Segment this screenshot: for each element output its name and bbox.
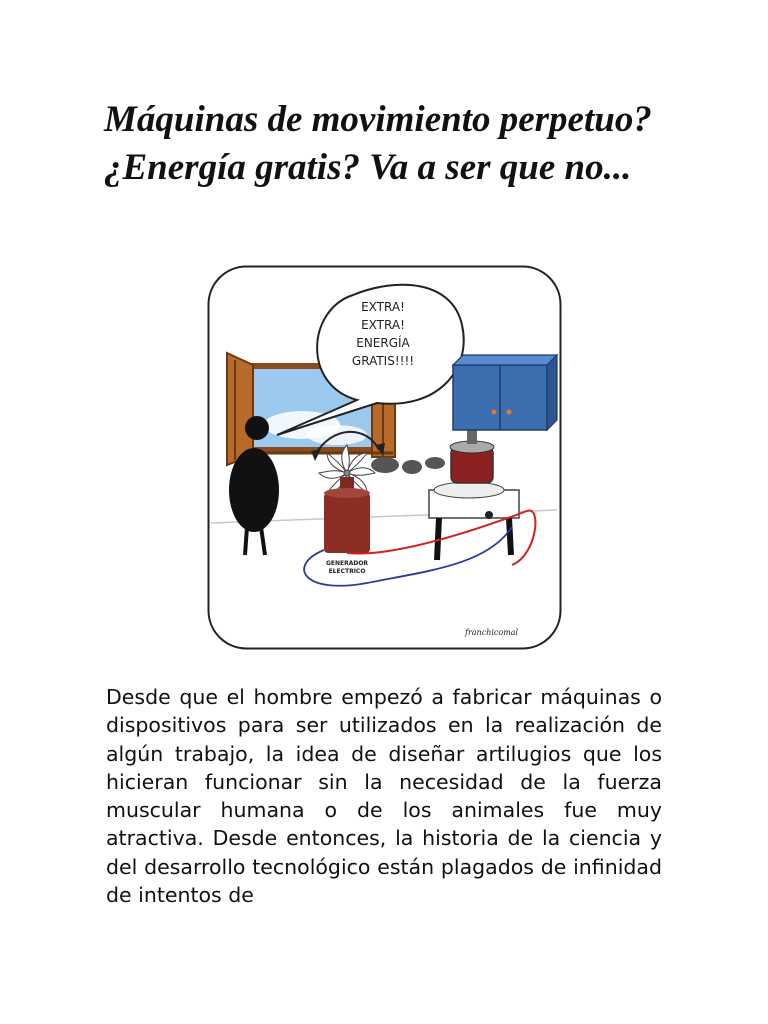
speech-line-2: EXTRA!	[361, 318, 405, 332]
article-title: Máquinas de movimiento perpetuo? ¿Energía gratis? Va a ser que no...	[104, 99, 652, 188]
generator	[324, 477, 370, 575]
speech-line-4: GRATIS!!!!	[351, 354, 415, 368]
wall-cabinet	[453, 355, 557, 430]
article-paragraph: Desde que el hombre empezó a fabricar máquinas o dispositivos para ser utilizados en la realización de algún trabajo, la idea de diseñar artilugios que los hicieran funcionar sin la necesidad de la fuerza muscular humana o de los animales fue muy atractiva. Desde entonces, la historia de la ciencia y del desarrollo tecnológico están plagados de infinidad de intentos de	[106, 685, 662, 908]
cartoon-illustration	[207, 265, 562, 650]
speech-line-3: ENERGÍA	[356, 336, 410, 350]
generator-label-line-1: GENERADOR	[325, 560, 369, 567]
generator-label-line-2: ELECTRICO	[328, 568, 366, 575]
speech-line-1: EXTRA!	[361, 300, 405, 314]
artist-signature: franchicomal	[465, 628, 519, 637]
